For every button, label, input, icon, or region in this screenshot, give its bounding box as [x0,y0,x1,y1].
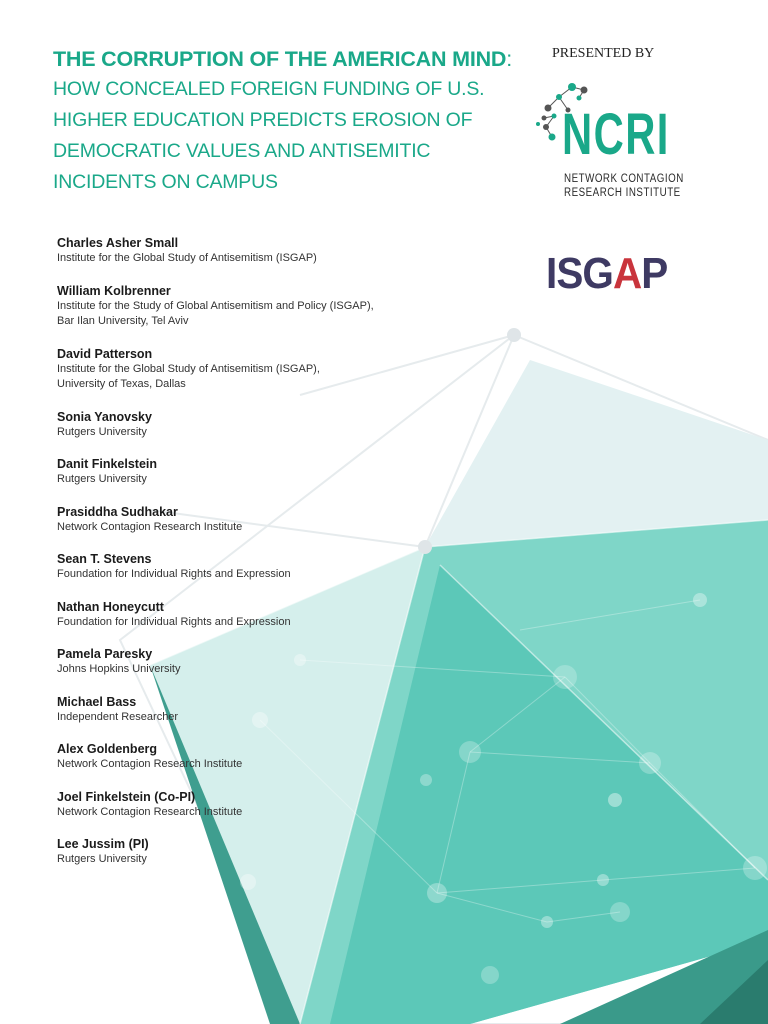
isgap-accent-letter: A [612,249,642,298]
author-entry [57,836,417,868]
author-name: Sean T. Stevens [57,552,152,566]
title-subtitle [53,74,523,198]
subtitle-line: HIGHER EDUCATION PREDICTS EROSION OF [53,109,473,131]
author-list [57,235,417,884]
author-name: William Kolbrenner [57,283,171,298]
author-affiliation: Rutgers University [57,473,147,485]
author-name: David Patterson [57,346,153,361]
author-affiliation: University of Texas, Dallas [57,378,186,390]
author-name: Lee Jussim (PI) [57,837,149,851]
author-entry [57,646,417,678]
ncri-wordmark: NCRI [562,102,670,167]
author-entry [57,346,417,393]
author-affiliation: Bar Ilan University, Tel Aviv [57,315,189,327]
author-entry [57,599,417,631]
author-name: Prasiddha Sudhakar [57,504,178,519]
subtitle-line: HOW CONCEALED FOREIGN FUNDING OF U.S. [53,78,485,100]
subtitle-line: INCIDENTS ON CAMPUS [53,171,278,193]
author-name: Joel Finkelstein (Co-PI) [57,789,196,804]
author-affiliation: Johns Hopkins University [57,663,181,675]
author-entry [57,551,417,583]
author-affiliation: Rutgers University [57,425,147,438]
author-entry [57,789,417,821]
author-affiliation: Institute for the Global Study of Antisemitism (ISGAP), [57,362,320,375]
author-affiliation: Institute for the Global Study of Antisemitism (ISGAP) [57,252,317,264]
subtitle-line: DEMOCRATIC VALUES AND ANTISEMITIC [53,140,431,162]
author-affiliation: Independent Researcher [57,710,179,723]
author-entry [57,694,417,726]
author-entry [57,504,417,536]
document-title [53,44,523,198]
author-name: Nathan Honeycutt [57,599,164,614]
presented-by-label: PRESENTED BY [552,46,655,61]
ncri-tagline: NETWORK CONTAGION RESEARCH INSTITUTE [564,173,684,199]
author-entry [57,741,417,773]
author-name: Charles Asher Small [57,236,179,250]
author-entry [57,235,417,267]
author-name: Pamela Paresky [57,647,153,661]
author-affiliation: Network Contagion Research Institute [57,520,243,533]
author-name: Alex Goldenberg [57,742,158,756]
author-entry [57,283,417,330]
isgap-logo: ISGAP [546,249,668,298]
author-entry [57,456,417,488]
author-affiliation: Foundation for Individual Rights and Expression [57,615,291,628]
author-affiliation: Network Contagion Research Institute [57,805,243,818]
author-name: Danit Finkelstein [57,457,158,471]
author-name: Michael Bass [57,694,137,709]
author-name: Sonia Yanovsky [57,409,152,424]
author-affiliation: Rutgers University [57,853,147,865]
author-affiliation: Network Contagion Research Institute [57,758,243,770]
author-affiliation: Institute for the Study of Global Antisemitism and Policy (ISGAP), [57,299,374,312]
author-affiliation: Foundation for Individual Rights and Expression [57,568,291,580]
title-main-line: THE CORRUPTION OF THE AMERICAN MIND: [53,47,513,71]
author-entry [57,409,417,441]
